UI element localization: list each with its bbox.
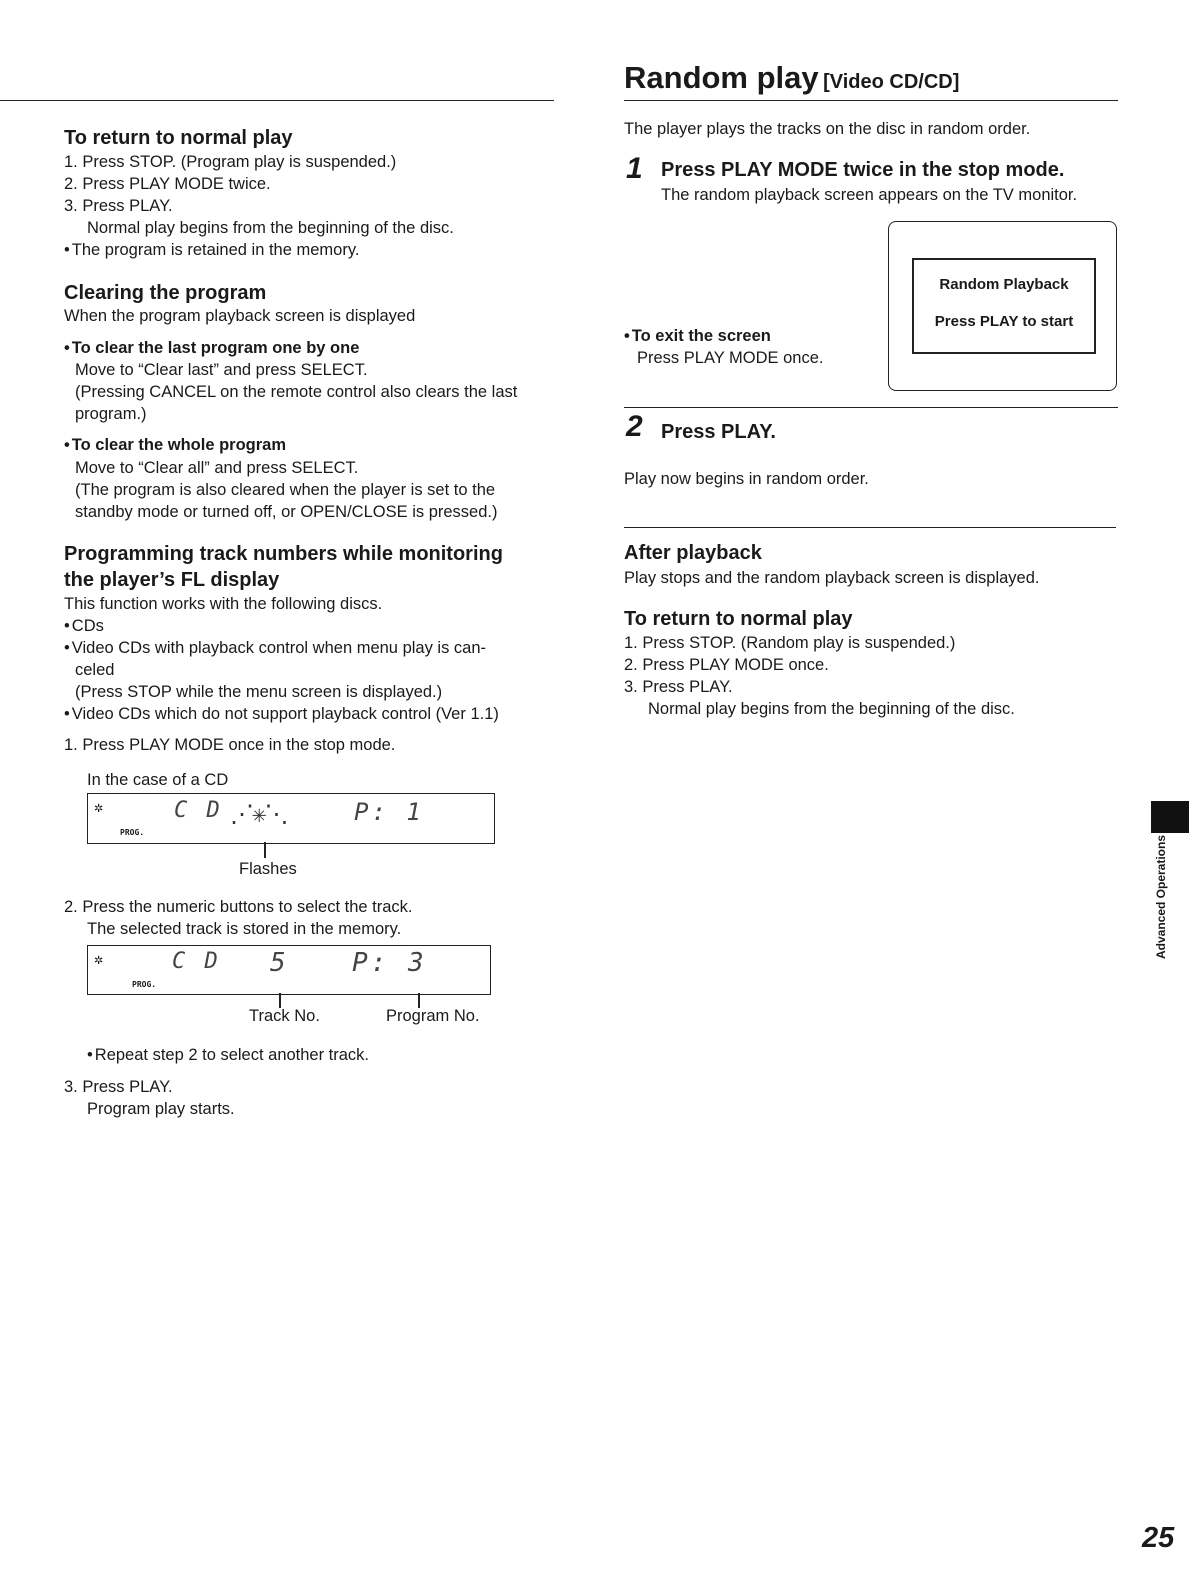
step1-subtext: The random playback screen appears on the TV monitor. bbox=[661, 186, 1078, 204]
clear-last-title-text: To clear the last program one by one bbox=[71, 339, 360, 357]
program-no-label: Program No. bbox=[386, 1007, 480, 1025]
programming-title-2: the player’s FL display bbox=[64, 569, 280, 591]
page-number: 25 bbox=[1142, 1522, 1175, 1554]
random-intro: The player plays the tracks on the disc in random order. bbox=[624, 120, 1031, 138]
after-title: After playback bbox=[624, 542, 762, 564]
case-label: In the case of a CD bbox=[87, 771, 229, 789]
prog-bullet-2-text: Video CDs with playback control when menu play is can- bbox=[71, 639, 487, 657]
clear-whole-line-1: Move to “Clear all” and press SELECT. bbox=[75, 459, 359, 477]
track-digit: 5 bbox=[270, 948, 289, 978]
programming-intro: This function works with the following discs. bbox=[64, 595, 383, 613]
programming-title-1: Programming track numbers while monitoring bbox=[64, 543, 503, 565]
prog-bullet-3-text: Video CDs which do not support playback control (Ver 1.1) bbox=[71, 705, 499, 723]
return-bullet bbox=[64, 239, 359, 261]
step2-text: Play now begins in random order. bbox=[624, 470, 869, 488]
clear-whole-title-text: To clear the whole program bbox=[71, 436, 287, 454]
return-normal-title: To return to normal play bbox=[64, 127, 293, 149]
return-step-3: 3. Press PLAY. bbox=[64, 197, 173, 215]
prog-indicator: PROG. bbox=[120, 828, 145, 837]
step2-number: 2 bbox=[626, 410, 643, 443]
prog-indicator-2: PROG. bbox=[132, 980, 157, 989]
prog-bullet-1 bbox=[64, 615, 104, 637]
after-text: Play stops and the random playback screen is displayed. bbox=[624, 569, 1040, 587]
exit-text: Press PLAY MODE once. bbox=[637, 349, 824, 367]
prog-bullet-1-text: CDs bbox=[71, 617, 104, 635]
track-no-label: Track No. bbox=[249, 1007, 320, 1025]
side-tab-label: Advanced Operations bbox=[1154, 834, 1168, 960]
step1-number: 1 bbox=[626, 152, 643, 185]
clear-whole-title bbox=[64, 434, 286, 456]
prog-bullet-3 bbox=[64, 703, 499, 725]
flashes-pointer bbox=[264, 842, 266, 858]
disc-icon-2: ✲ bbox=[94, 950, 104, 968]
random-play-title: Random play bbox=[624, 60, 819, 95]
prog-bullet-2-line-2: celed bbox=[75, 661, 115, 679]
random-play-suffix: [Video CD/CD] bbox=[823, 71, 960, 93]
prog-step-1: 1. Press PLAY MODE once in the stop mode. bbox=[64, 736, 396, 754]
after-rule bbox=[624, 527, 1116, 528]
clear-whole-line-2: (The program is also cleared when the player is set to the bbox=[75, 481, 496, 499]
prog-bullet-2-line-3: (Press STOP while the menu screen is displayed.) bbox=[75, 683, 443, 701]
right-return-step-2: 2. Press PLAY MODE once. bbox=[624, 656, 829, 674]
fl-display-1 bbox=[87, 793, 495, 844]
tv-line-2: Press PLAY to start bbox=[934, 313, 1074, 330]
exit-title-text: To exit the screen bbox=[631, 327, 771, 345]
repeat-text: Repeat step 2 to select another track. bbox=[94, 1046, 370, 1064]
prog-step-3-line-2: Program play starts. bbox=[87, 1100, 235, 1118]
right-top-rule bbox=[624, 100, 1118, 101]
clear-last-line-3: program.) bbox=[75, 405, 147, 423]
side-tab-block bbox=[1151, 801, 1189, 833]
flash-icon: ⋰✳⋱ bbox=[230, 800, 287, 828]
clear-whole-line-3: standby mode or turned off, or OPEN/CLOSE is pressed.) bbox=[75, 503, 498, 521]
right-return-title: To return to normal play bbox=[624, 608, 853, 630]
exit-title bbox=[624, 325, 771, 347]
step2-title: Press PLAY. bbox=[661, 421, 776, 443]
program-indicator: P: 1 bbox=[354, 798, 424, 826]
tv-screen-message bbox=[912, 258, 1096, 354]
random-play-heading bbox=[624, 60, 959, 96]
clear-last-title bbox=[64, 337, 359, 359]
right-return-step-1: 1. Press STOP. (Random play is suspended.) bbox=[624, 634, 956, 652]
return-bullet-text: The program is retained in the memory. bbox=[71, 241, 360, 259]
fl-display-2 bbox=[87, 945, 491, 995]
prog-step-2-line-1: 2. Press the numeric buttons to select the track. bbox=[64, 898, 413, 916]
prog-bullet-2 bbox=[64, 637, 486, 659]
repeat-bullet bbox=[87, 1044, 369, 1066]
clearing-title: Clearing the program bbox=[64, 282, 267, 304]
cd-indicator-2: C D bbox=[172, 949, 221, 974]
prog-step-2-line-2: The selected track is stored in the memory. bbox=[87, 920, 402, 938]
step2-rule bbox=[624, 407, 1118, 408]
program-indicator-2: P: 3 bbox=[352, 948, 427, 978]
clear-last-line-1: Move to “Clear last” and press SELECT. bbox=[75, 361, 368, 379]
flashes-label: Flashes bbox=[239, 860, 297, 878]
clear-last-line-2: (Pressing CANCEL on the remote control also clears the last bbox=[75, 383, 518, 401]
return-note: Normal play begins from the beginning of the disc. bbox=[87, 219, 454, 237]
tv-line-1: Random Playback bbox=[939, 276, 1069, 293]
disc-icon: ✲ bbox=[94, 798, 104, 816]
clearing-intro: When the program playback screen is displayed bbox=[64, 307, 416, 325]
right-return-note: Normal play begins from the beginning of the disc. bbox=[648, 700, 1015, 718]
prog-step-3-line-1: 3. Press PLAY. bbox=[64, 1078, 173, 1096]
return-step-2: 2. Press PLAY MODE twice. bbox=[64, 175, 271, 193]
cd-indicator: C D bbox=[174, 798, 223, 823]
step1-title: Press PLAY MODE twice in the stop mode. bbox=[661, 159, 1065, 181]
left-top-rule bbox=[0, 100, 554, 101]
right-return-step-3: 3. Press PLAY. bbox=[624, 678, 733, 696]
return-step-1: 1. Press STOP. (Program play is suspended.) bbox=[64, 153, 397, 171]
